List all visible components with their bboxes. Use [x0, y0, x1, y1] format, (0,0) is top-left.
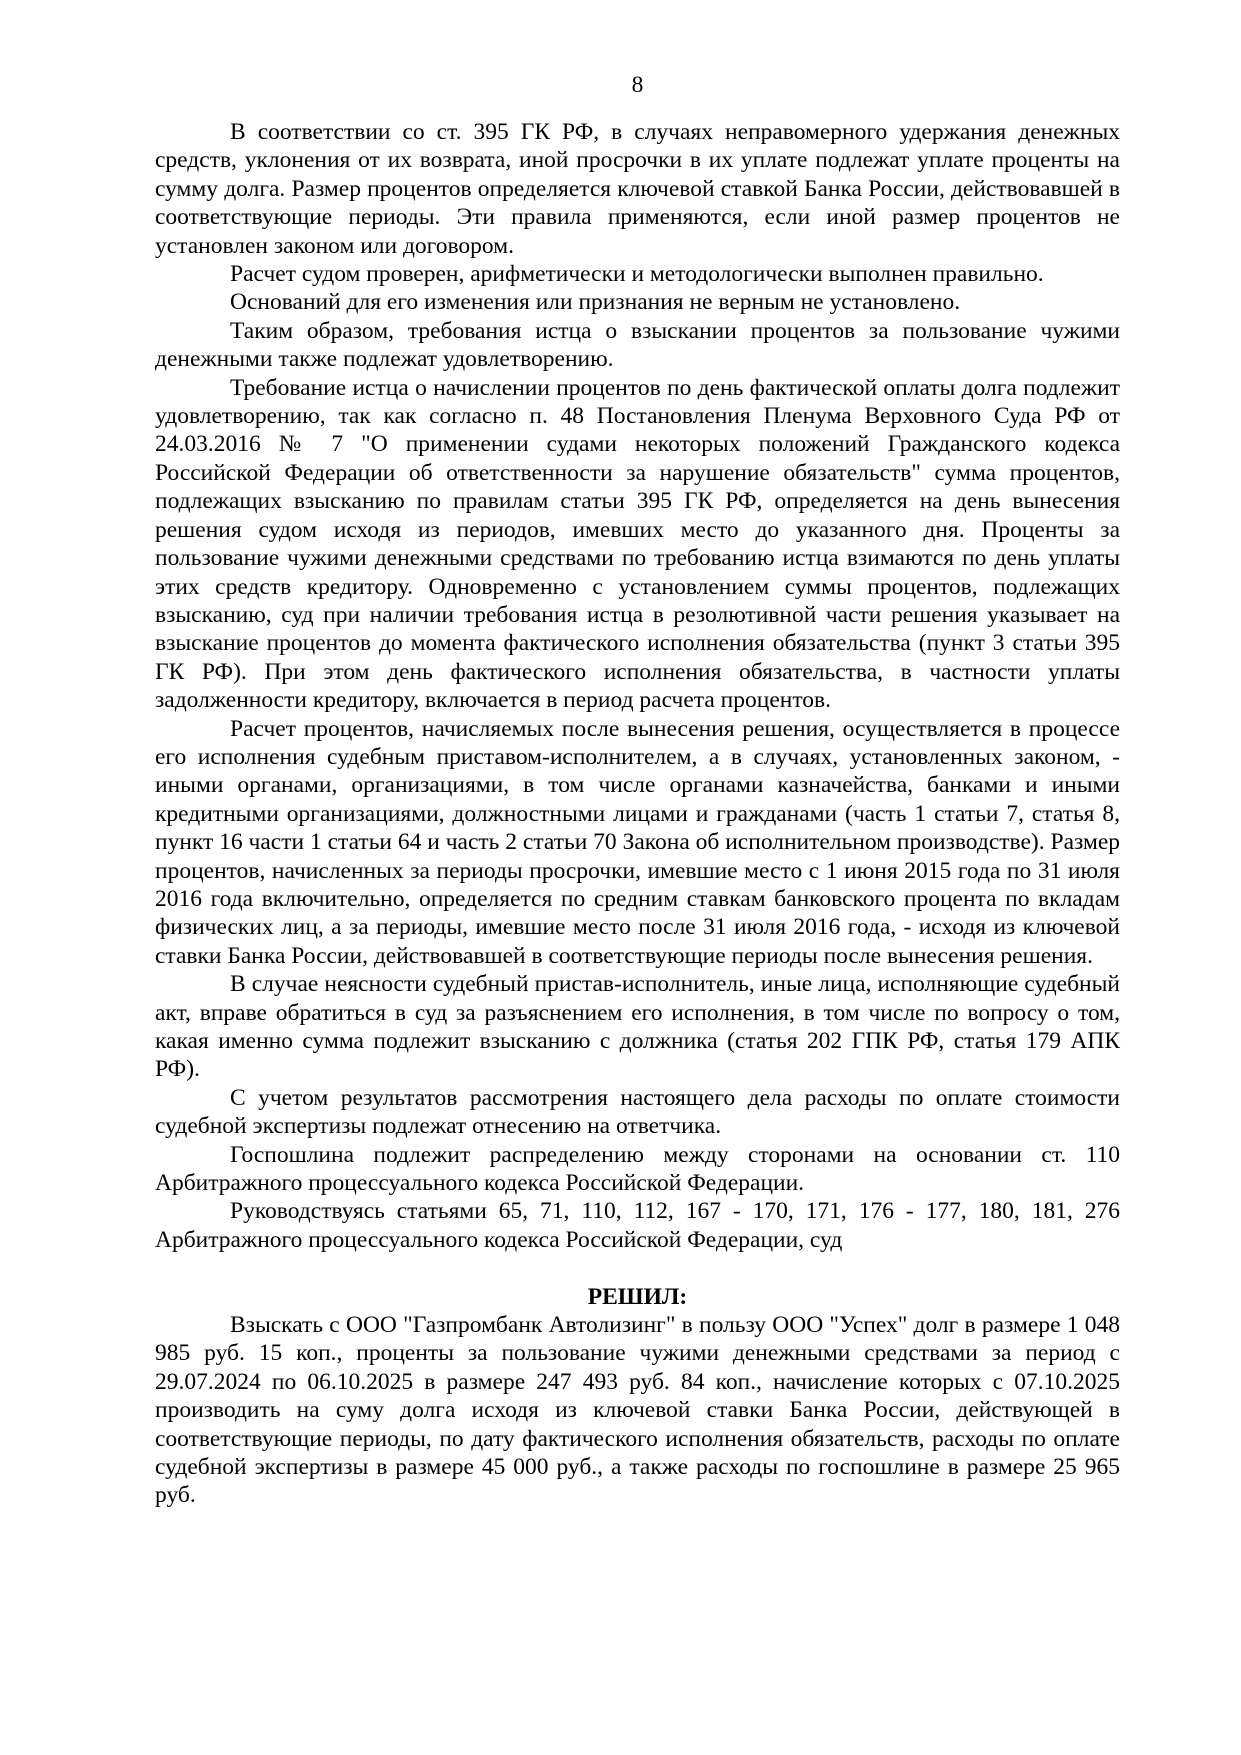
- ruling-paragraph: Взыскать с ООО "Газпромбанк Автолизинг" в пользу ООО "Успех" долг в размере 1 048 985 руб. 15 коп., проценты за пользование чужими денежными средствами за период с 29.07.2024 по 06.10.2025 в размере 247 493 руб. 84 коп., начисление которых с 07.10.2025 производить на суму долга исходя из ключевой ставки Банка России, действующей в соответствующие периоды, по дату фактического исполнения обязательств, расходы по оплате судебной экспертизы в размере 45 000 руб., а также расходы по госпошлине в размере 25 965 руб.: [155, 1312, 1120, 1509]
- paragraph-st-395: В соответствии со ст. 395 ГК РФ, в случаях неправомерного удержания денежных средств, уклонения от их возврата, иной просрочки в их уплате подлежат уплате проценты на сумму долга. Размер процентов определяется ключевой ставкой Банка России, действовавшей в соответствующие периоды. Эти правила применяются, если иной размер процентов не установлен законом или договором.: [155, 119, 1120, 259]
- paragraph-calculation-checked: Расчет судом проверен, арифметически и методологически выполнен правильно.: [230, 261, 1044, 288]
- page-number: 8: [631, 72, 644, 98]
- paragraph-no-grounds: Оснований для его изменения или признания не верным не установлено.: [230, 289, 961, 316]
- paragraph-guided-by-articles: Руководствуясь статьями 65, 71, 110, 112, 167 - 170, 171, 176 - 177, 180, 181, 276 Арбитражного процессуального кодекса Российской Федерации, суд: [155, 1198, 1120, 1253]
- paragraph-state-duty: Госпошлина подлежит распределению между сторонами на основании ст. 110 Арбитражного процессуального кодекса Российской Федерации.: [155, 1141, 1120, 1197]
- paragraph-claims-satisfied: Таким образом, требования истца о взыскании процентов за пользование чужими денежными также подлежат удовлетворению.: [155, 317, 1120, 373]
- paragraph-clarification-right: В случае неясности судебный пристав-исполнитель, иные лица, исполняющие судебный акт, вправе обратиться в суд за разъяснением его исполнения, в том числе по вопросу о том, какая именно сумма подлежит взысканию с должника (статья 202 ГПК РФ, статья 179 АПК РФ).: [155, 971, 1120, 1083]
- ruling-heading: РЕШИЛ:: [587, 1283, 688, 1310]
- paragraph-interest-until-payment: Требование истца о начислении процентов по день фактической оплаты долга подлежит удовлетворению, так как согласно п. 48 Постановления Пленума Верховного Суда РФ от 24.03.2016 № 7 "О применении судами некоторых положений Гражданского кодекса Российской Федерации об ответственности за нарушение обязательств" сумма процентов, подлежащих взысканию по правилам статьи 395 ГК РФ, определяется на день вынесения решения судом исходя из периодов, имевших место до указанного дня. Проценты за пользование чужими денежными средствами по требованию истца взимаются по день уплаты этих средств кредитору. Одновременно с установлением суммы процентов, подлежащих взысканию, суд при наличии требования истца в резолютивной части решения указывает на взыскание процентов до момента фактического исполнения обязательства (пункт 3 статьи 395 ГК РФ). При этом день фактического исполнения обязательства, в частности уплаты задолженности кредитору, включается в период расчета процентов.: [155, 374, 1120, 714]
- paragraph-interest-calculation-enforcement: Расчет процентов, начисляемых после вынесения решения, осуществляется в процессе его исполнения судебным приставом-исполнителем, а в случаях, установленных законом, - иными органами, организациями, в том числе органами казначейства, банками и иными кредитными организациями, должностными лицами и гражданами (часть 1 статьи 7, статья 8, пункт 16 части 1 статьи 64 и часть 2 статьи 70 Закона об исполнительном производстве). Размер процентов, начисленных за периоды просрочки, имевшие место с 1 июня 2015 года по 31 июля 2016 года включительно, определяется по средним ставкам банковского процента по вкладам физических лиц, а за периоды, имевшие место после 31 июля 2016 года, - исходя из ключевой ставки Банка России, действовавшей в соответствующие периоды после вынесения решения.: [155, 715, 1120, 969]
- paragraph-expertise-costs: С учетом результатов рассмотрения настоящего дела расходы по оплате стоимости судебной экспертизы подлежат отнесению на ответчика.: [155, 1084, 1120, 1140]
- document-body: [155, 118, 1120, 1510]
